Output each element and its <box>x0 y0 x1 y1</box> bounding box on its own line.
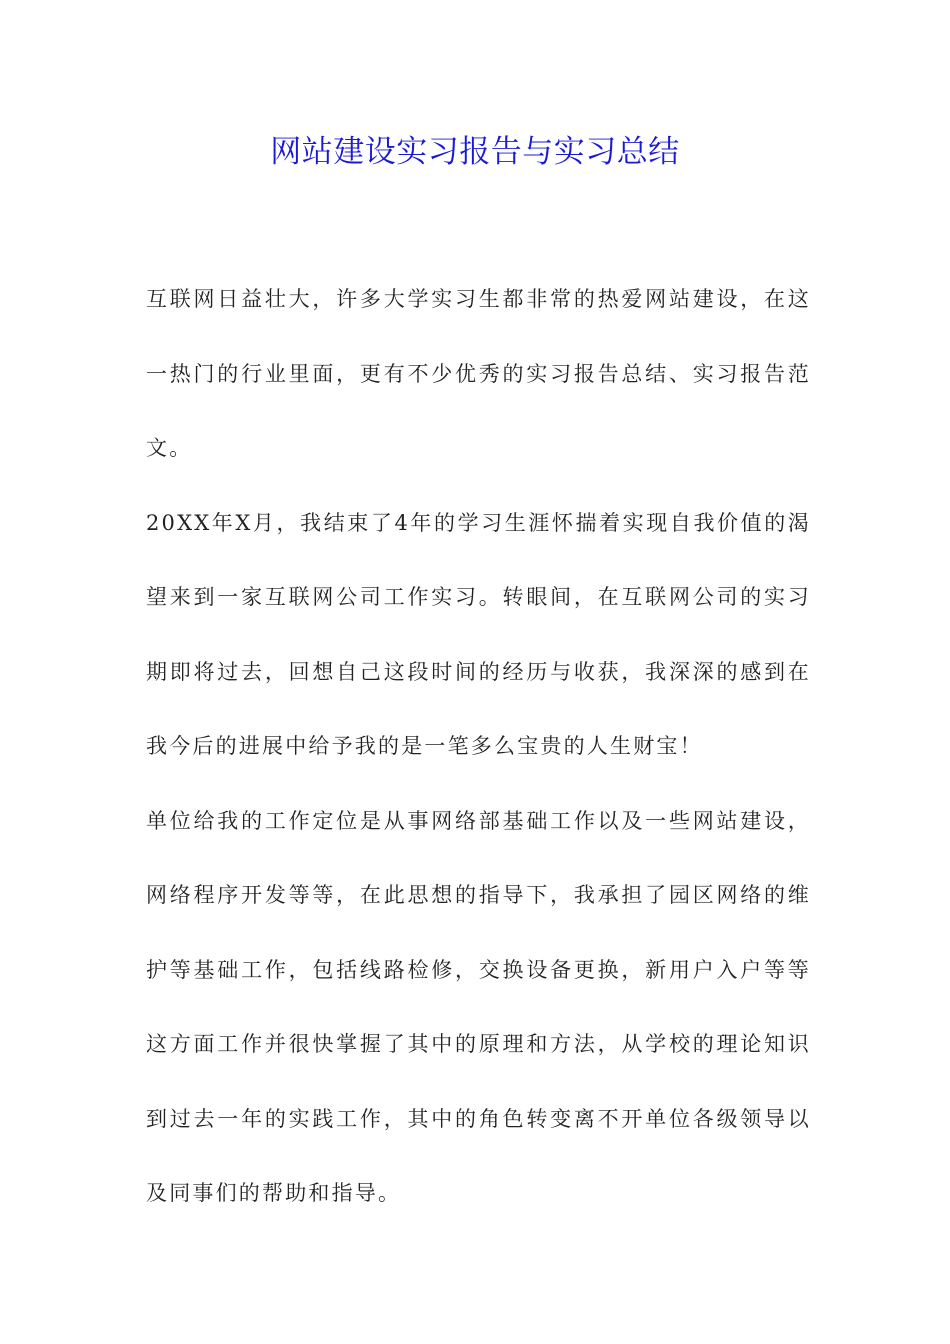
document-title: 网站建设实习报告与实习总结 <box>270 134 680 170</box>
paragraph-internship: 20XX年X月，我结束了4年的学习生涯怀揣着实现自我价值的渴望来到一家互联网公司工作实习。转眼间，在互联网公司的实习期即将过去，回想自己这段时间的经历与收获，我深深的感到在我今后的进展中给予我的是一笔多么宝贵的人生财宝！ <box>146 510 811 758</box>
paragraph-work-role: 单位给我的工作定位是从事网络部基础工作以及一些网站建设，网络程序开发等等，在此思想的指导下，我承担了园区网络的维护等基础工作，包括线路检修，交换设备更换，新用户入户等等这方面工作并很快掌握了其中的原理和方法，从学校的理论知识到过去一年的实践工作，其中的角色转变离不开单位各级领导以及同事们的帮助和指导。 <box>146 808 811 1205</box>
document-body <box>146 262 811 1231</box>
paragraph-intro: 互联网日益壮大，许多大学实习生都非常的热爱网站建设，在这一热门的行业里面，更有不少优秀的实习报告总结、实习报告范文。 <box>146 287 811 460</box>
